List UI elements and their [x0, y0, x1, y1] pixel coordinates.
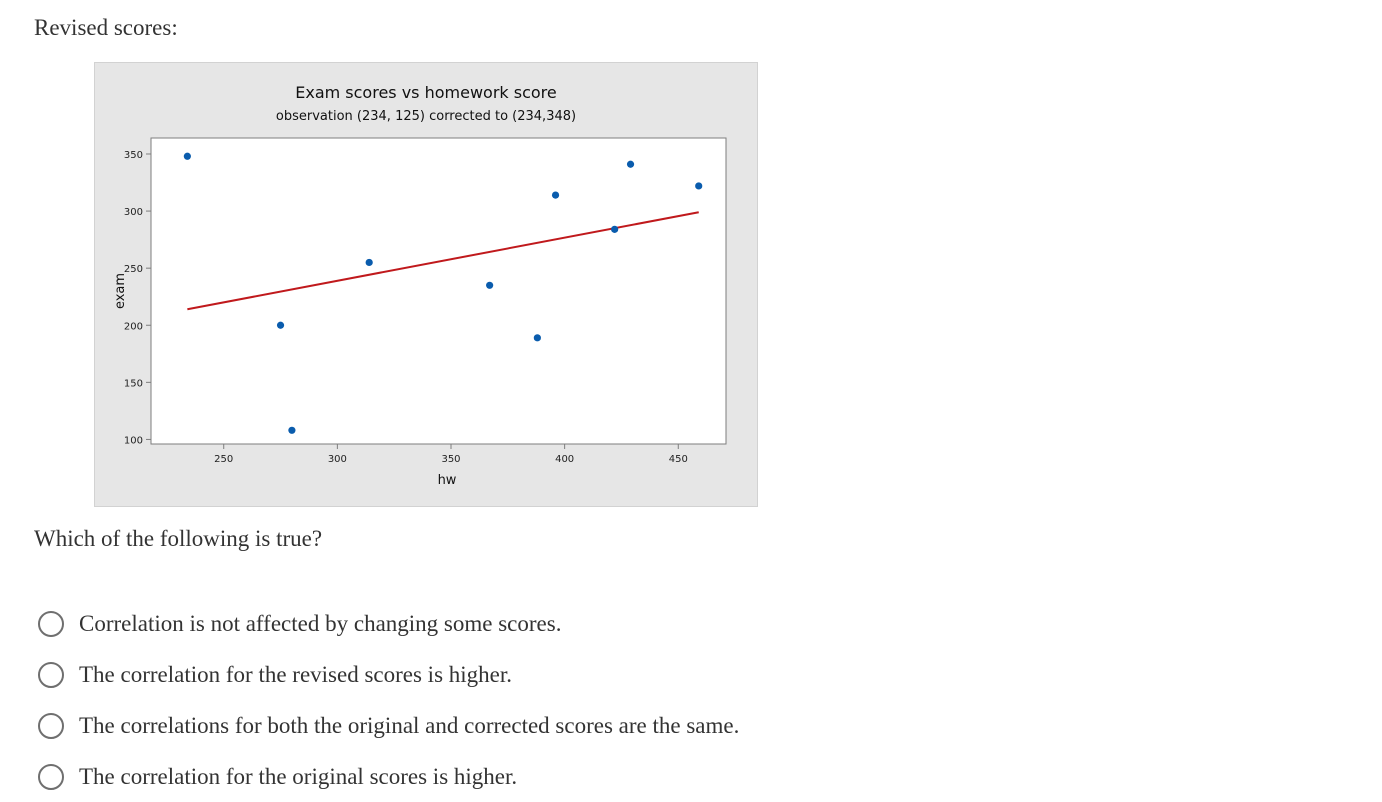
x-tick-label: 250 [214, 454, 234, 465]
x-tick-label: 400 [555, 454, 575, 465]
data-point [277, 322, 284, 329]
data-point [486, 282, 493, 289]
answer-option-label: The correlation for the original scores is higher. [79, 764, 518, 789]
y-tick-label: 300 [123, 207, 143, 219]
y-tick-label: 350 [123, 149, 143, 161]
radio-button[interactable] [38, 611, 64, 637]
y-tick-label: 250 [123, 264, 143, 276]
question-text: Which of the following is true? [34, 526, 323, 551]
data-point [611, 226, 618, 233]
data-point [627, 161, 634, 168]
data-point [366, 259, 373, 266]
revised-scores-heading: Revised scores: [34, 15, 178, 40]
x-axis-label: hw [437, 473, 457, 488]
x-tick-label: 350 [441, 454, 461, 465]
answer-option-2[interactable] [38, 658, 512, 692]
answer-option-3[interactable] [38, 709, 739, 743]
y-tick-label: 100 [123, 435, 143, 447]
chart-subtitle: observation (234, 125) corrected to (234,348) [275, 109, 577, 124]
y-tick-label: 200 [123, 321, 143, 333]
y-tick-label: 150 [123, 378, 143, 390]
radio-button[interactable] [38, 662, 64, 688]
plot-area [151, 138, 726, 444]
data-point [695, 182, 702, 189]
chart-title: Exam scores vs homework score [295, 83, 557, 102]
answer-option-label: The correlations for both the original and corrected scores are the same. [79, 713, 740, 738]
radio-button[interactable] [38, 764, 64, 790]
answer-option-1[interactable] [38, 607, 561, 641]
y-axis-label: exam [113, 272, 128, 310]
answer-option-4[interactable] [38, 760, 517, 794]
x-axis [214, 444, 688, 465]
data-point [288, 427, 295, 434]
answer-option-label: Correlation is not affected by changing some scores. [79, 611, 562, 636]
scatter-chart [94, 62, 758, 507]
data-point [534, 334, 541, 341]
x-tick-label: 450 [668, 454, 688, 465]
data-point [184, 153, 191, 160]
chart-svg [95, 63, 757, 506]
x-tick-label: 300 [327, 454, 347, 465]
answer-option-label: The correlation for the revised scores is higher. [79, 662, 513, 687]
radio-button[interactable] [38, 713, 64, 739]
data-point [552, 191, 559, 198]
